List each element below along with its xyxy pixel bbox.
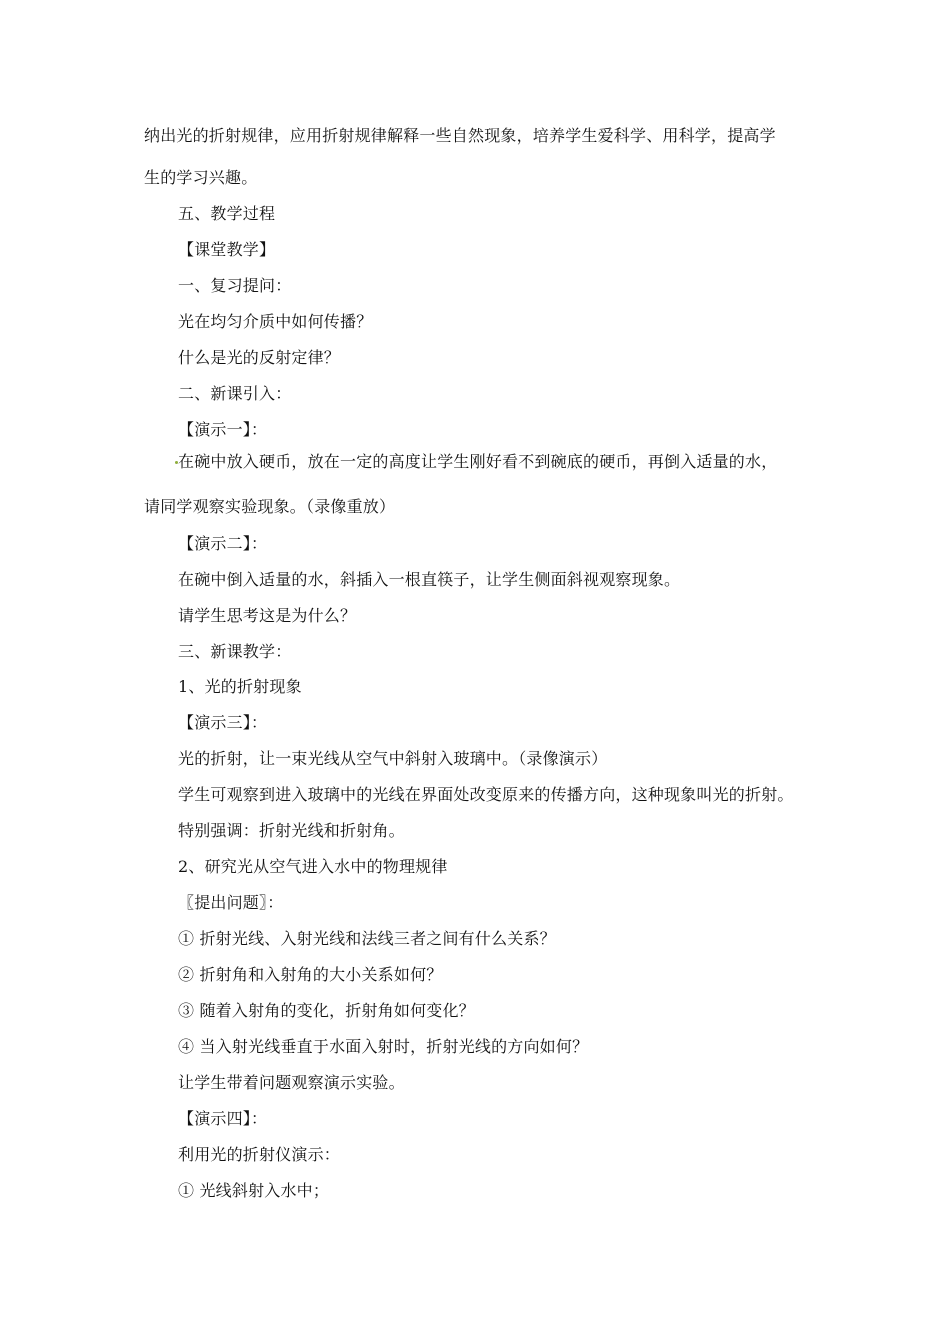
list-item: ① 折射光线、入射光线和法线三者之间有什么关系？ [178,929,556,948]
paragraph-line: 在碗中倒入适量的水，斜插入一根直筷子，让学生侧面斜视观察现象。 [178,570,681,589]
question-heading: 〖提出问题〗： [178,893,284,912]
paragraph-line: 光的折射，让一束光线从空气中斜射入玻璃中。（录像演示） [178,749,608,768]
paragraph-line: 学生可观察到进入玻璃中的光线在界面处改变原来的传播方向，这种现象叫光的折射。 [178,785,794,804]
subsection-heading: 1、光的折射现象 [178,677,302,696]
demo-heading: 【演示二】： [178,534,268,553]
paragraph-line: 纳出光的折射规律，应用折射规律解释一些自然现象，培养学生爱科学、用科学，提高学 [144,126,776,145]
paragraph-line: 特别强调：折射光线和折射角。 [178,821,405,840]
paragraph-line: 光在均匀介质中如何传播？ [178,312,373,331]
demo-heading: 【演示一】： [178,420,268,439]
demo-heading: 【演示三】： [178,713,268,732]
section-heading: 【课堂教学】 [178,240,276,259]
section-heading: 三、新课教学： [178,642,292,661]
paragraph-line: 让学生带着问题观察演示实验。 [178,1073,405,1092]
list-item: ① 光线斜射入水中； [178,1181,330,1200]
section-heading: 五、教学过程 [178,204,276,223]
paragraph-line: 生的学习兴趣。 [144,168,258,187]
list-item: ② 折射角和入射角的大小关系如何？ [178,965,443,984]
paragraph-line: 什么是光的反射定律？ [178,348,341,367]
paragraph-line: 利用光的折射仪演示： [178,1145,341,1164]
section-heading: 二、新课引入： [178,384,292,403]
demo-heading: 【演示四】： [178,1109,268,1128]
list-item: ④ 当入射光线垂直于水面入射时，折射光线的方向如何？ [178,1037,589,1056]
section-heading: 一、复习提问： [178,276,292,295]
paragraph-line: 在碗中放入硬币，放在一定的高度让学生刚好看不到碗底的硬币，再倒入适量的水， [178,452,778,471]
paragraph-line: 请学生思考这是为什么？ [178,606,357,625]
subsection-heading: 2、研究光从空气进入水中的物理规律 [178,857,448,876]
list-item: ③ 随着入射角的变化，折射角如何变化？ [178,1001,475,1020]
paragraph-line: 请同学观察实验现象。（录像重放） [144,497,396,516]
